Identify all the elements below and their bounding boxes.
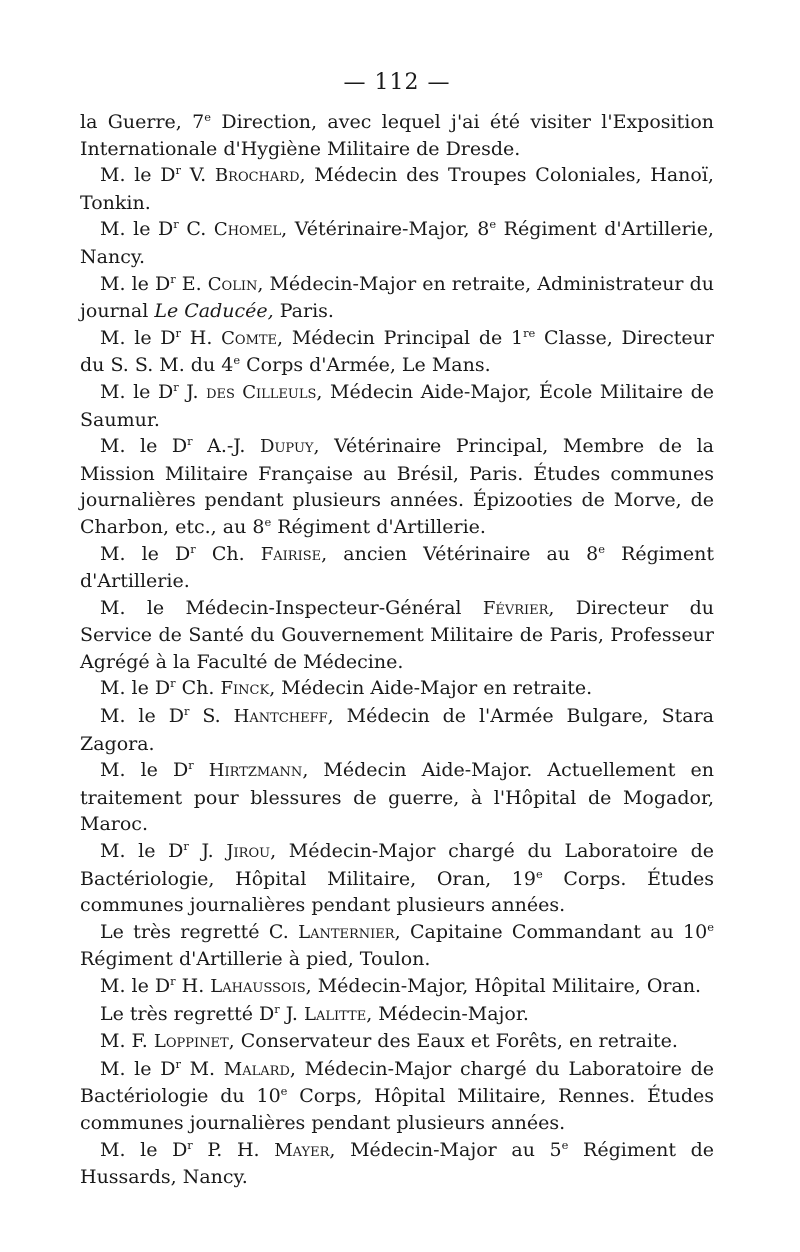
text-run: Régiment de Hussards, Nancy. [80,1138,714,1189]
paragraph [80,595,714,676]
text-run: , Médecin-Major au 5 [329,1138,562,1161]
text-run: Classe, Directeur du S. S. M. du 4 [80,326,714,377]
person-name: Hirtzmann [208,760,303,782]
text-run: V. [180,164,215,187]
paragraph [80,1137,714,1191]
superscript: e [707,919,714,934]
text-run: , Médecin Principal de 1 [277,326,524,349]
text-run: M. le D [100,326,176,349]
text-run: , Directeur du Service de Santé du Gouvernement Militaire de Paris, Professeur Agrégé à la Faculté de Médecine. [80,596,714,673]
text-run: M. le D [100,1138,188,1161]
paragraph [80,973,714,1001]
person-name: Février [482,597,549,619]
paragraph [80,757,714,838]
text-run: M. [180,1057,224,1080]
text-run: M. le D [100,218,174,241]
text-run: M. le D [100,759,189,782]
superscript: e [233,353,241,368]
text-run: Le très regretté C. [100,920,299,943]
person-name: Malard [223,1058,290,1080]
text-run: M. le D [100,435,188,458]
superscript: r [175,1056,181,1071]
paragraph [80,109,714,162]
paragraph [80,325,714,379]
text-run: M. F. [100,1030,154,1053]
person-name: Brochard [214,165,300,187]
text-run: M. le D [100,705,184,728]
text-run: M. le Médecin-Inspecteur-Général [100,596,483,619]
person-name: Finck [220,678,270,700]
text-run: M. le D [100,677,171,700]
superscript: r [175,325,181,340]
superscript: r [190,541,196,556]
person-name: Dupuy [260,436,314,458]
paragraph [80,675,714,703]
superscript: e [204,110,212,125]
person-name: Lanternier [298,921,395,943]
text-run: , Capitaine Commandant au 10 [394,920,708,943]
text-run: Corps. Études communes journalières pendant plusieurs années. [80,867,714,917]
text-run: , Médecin-Major, Hôpital Militaire, Oran. [305,975,702,997]
text-run [194,759,209,781]
superscript: e [264,515,272,530]
superscript: e [489,217,497,232]
paragraph [80,541,714,595]
person-name: Lalitte [303,1003,367,1025]
paragraph [80,216,714,270]
text-run: S. [189,705,234,728]
text-run: Régiment d'Artillerie. [271,515,486,538]
paragraph [80,838,714,919]
superscript: r [187,1137,193,1152]
text-run: H. [175,975,211,997]
person-name: Jirou [226,841,271,863]
body-text [80,109,714,1191]
person-name: Lahaussois [210,976,306,997]
text-run: Régiment d'Artillerie. [80,542,714,593]
text-run: Régiment d'Artillerie à pied, Toulon. [80,948,431,971]
paragraph [80,1001,714,1029]
superscript: r [170,676,176,691]
paragraph [80,271,714,325]
text-run: , Conservateur des Eaux et Forêts, en retraite. [228,1030,678,1053]
person-name: Comte [221,327,278,349]
person-name: Loppinet [153,1031,229,1053]
text-run: , Médecin Aide-Major. Actuellement en traitement pour blessures de guerre, à l'Hôpital de Mogador, Maroc. [80,759,714,836]
text-run: C. [178,218,214,241]
text-run: , Vétérinaire Principal, Membre de la Mission Militaire Française au Brésil, Paris. Études communes journalières pendant plusieurs années. Épizooties de Morve, de Charbon, etc., au 8 [80,435,714,538]
text-run: , Médecin-Major. [366,1002,529,1025]
text-run: Ch. [175,677,221,700]
text-run: M. le D [100,840,184,863]
superscript: r [183,839,189,854]
person-name: Hantcheff [233,706,328,728]
text-run: Le très regretté D [100,1002,275,1025]
text-run: , Médecin-Major chargé du Laboratoire de Bactériologie, Hôpital Militaire, Oran, 19 [80,840,714,890]
text-run: , Médecin Aide-Major, École Militaire de Saumur. [80,380,714,431]
superscript: re [523,325,536,340]
page-number: — 112 — [343,70,451,95]
person-name: Fairise [260,543,322,565]
text-run: , ancien Vétérinaire au 8 [321,542,599,565]
text-run: Régiment d'Artillerie, Nancy. [80,218,714,268]
paragraph [80,1056,714,1137]
text-run: M. le D [100,542,191,565]
superscript: r [274,1001,280,1016]
text-run: J. [178,380,207,403]
superscript: e [535,866,543,881]
paragraph [80,379,714,433]
text-run: J. [279,1002,304,1025]
text-run: la Guerre, 7 [80,111,205,133]
superscript: r [183,704,190,719]
text-run: Direction, avec lequel j'ai été visiter l'Exposition Internationale d'Hygiène Militaire de Dresde. [80,111,714,160]
text-run: M. le D [100,380,174,403]
text-run: , Médecin des Troupes Coloniales, Hanoï, Tonkin. [80,164,714,214]
superscript: e [561,1137,569,1152]
superscript: e [280,1084,288,1099]
text-run: Ch. [195,542,261,565]
person-name: Mayer [274,1139,330,1161]
text-run: Corps, Hôpital Militaire, Rennes. Études communes journalières pendant plusieurs années. [80,1085,714,1134]
paragraph [80,919,714,973]
superscript: e [598,541,605,556]
text-run: , Vétérinaire-Major, 8 [281,218,490,241]
text-run: M. le D [100,1057,176,1080]
person-name: Colin [207,273,258,295]
text-run: E. [175,272,208,295]
paragraph [80,433,714,540]
paragraph [80,162,714,216]
superscript: r [175,163,181,178]
paragraph [80,703,714,757]
paragraph [80,1028,714,1056]
superscript: r [188,758,194,773]
text-run: M. le D [100,272,171,295]
text-run: M. le D [100,975,171,997]
text-run: , Médecin de l'Armée Bulgare, Stara Zagora. [80,705,714,755]
text-run: J. [188,840,227,863]
text-run: , Médecin Aide-Major en retraite. [269,677,593,700]
text-run: P. H. [192,1138,275,1161]
italic-text: Le Caducée, [154,300,274,323]
text-run: Corps d'Armée, Le Mans. [240,354,491,377]
superscript: r [187,434,193,449]
superscript: r [170,271,176,286]
person-name: des Cilleuls [206,381,317,403]
superscript: r [170,974,176,989]
text-run: , Médecin-Major en retraite, Administrateur du journal [80,272,714,323]
person-name: Chomel [213,219,282,241]
text-run: H. [181,326,222,349]
text-run: Paris. [273,300,334,323]
text-run: A.-J. [192,435,261,458]
superscript: r [173,380,179,395]
text-run: , Médecin-Major chargé du Laboratoire de Bactériologie du 10 [80,1057,714,1108]
superscript: r [173,217,179,232]
text-run: M. le D [100,164,176,187]
